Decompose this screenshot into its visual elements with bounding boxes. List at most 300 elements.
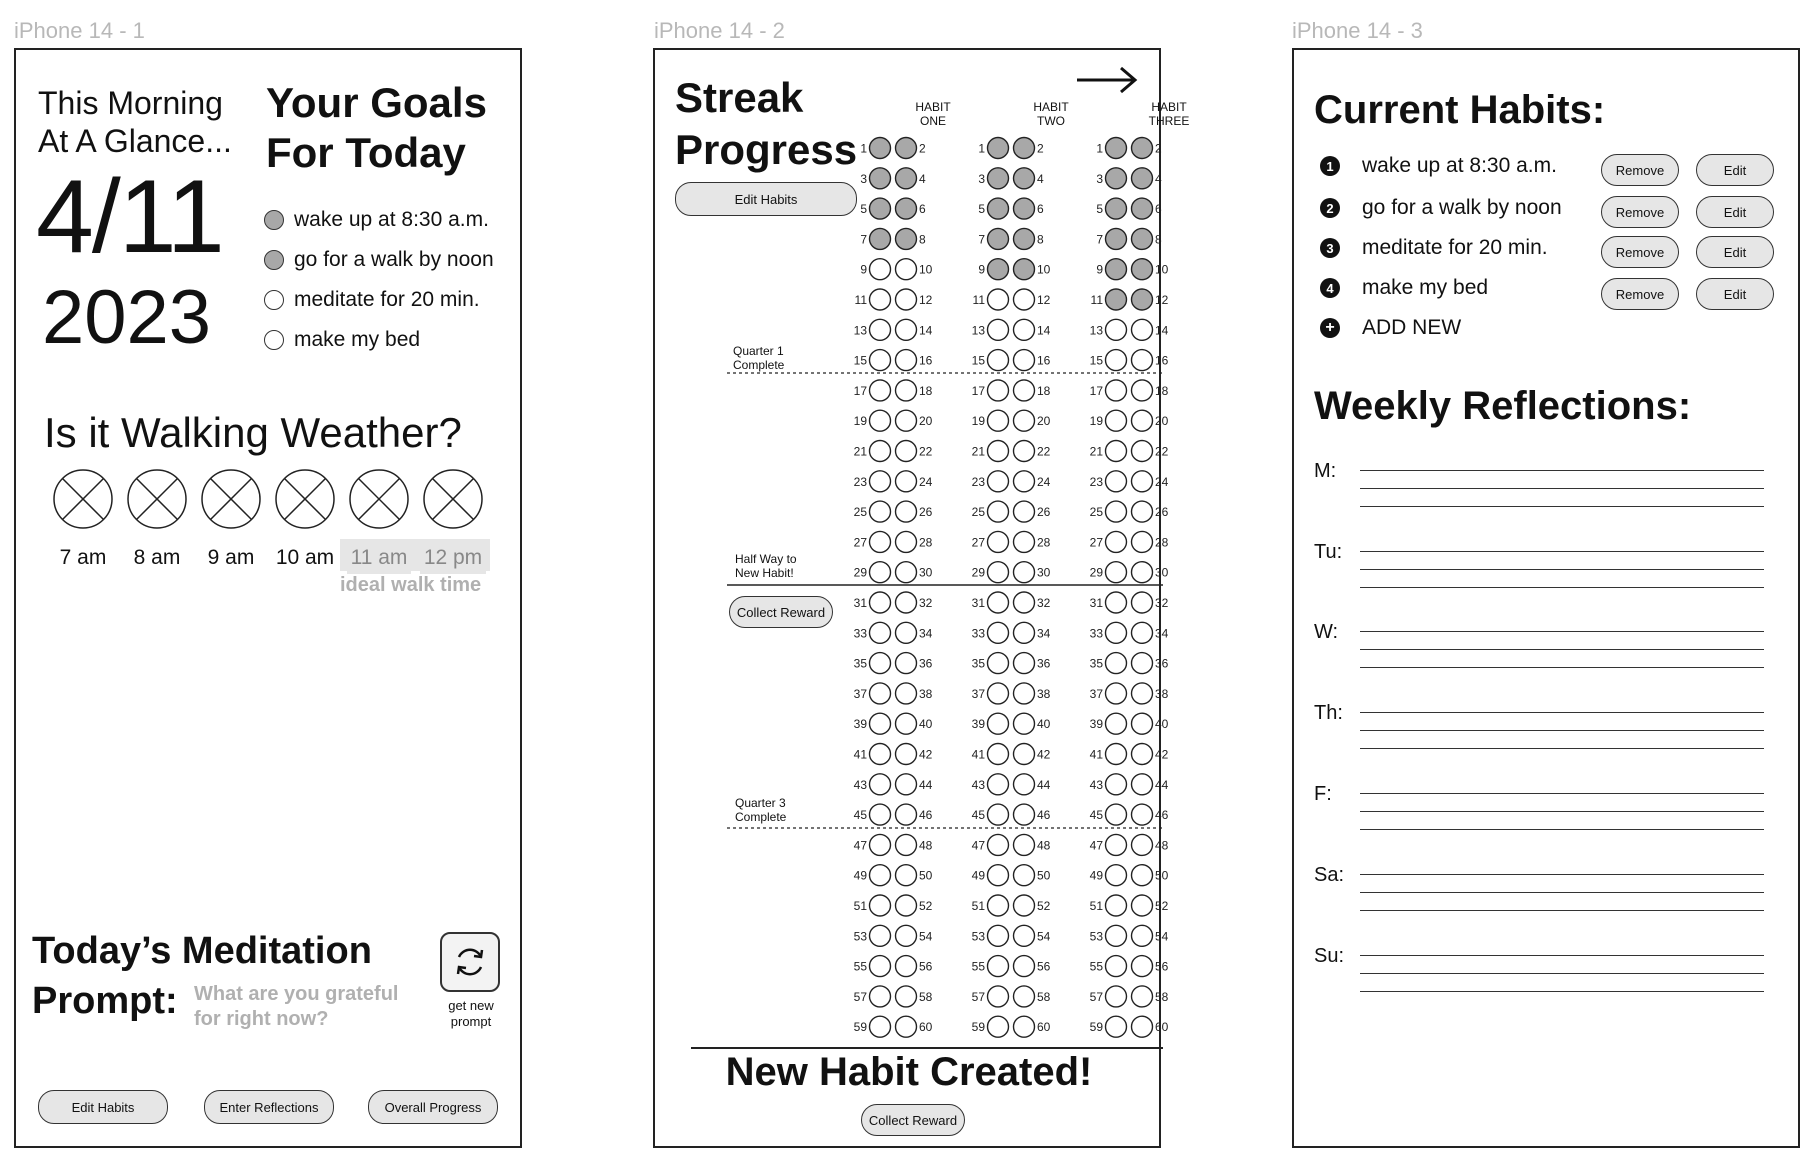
day-number: 35 <box>971 656 985 671</box>
streak-day-circle[interactable] <box>1014 319 1035 340</box>
streak-day-circle[interactable] <box>1106 622 1127 643</box>
streak-day-circle[interactable] <box>988 319 1009 340</box>
morning-line-2: At A Glance... <box>38 123 232 159</box>
day-number: 57 <box>1089 989 1103 1004</box>
streak-day-circle[interactable] <box>1014 289 1035 310</box>
streak-day-circle[interactable] <box>1014 986 1035 1007</box>
streak-day-circle[interactable] <box>870 289 891 310</box>
day-number: 40 <box>919 717 933 732</box>
streak-day-circle[interactable] <box>1132 441 1153 462</box>
streak-day-circle[interactable] <box>870 410 891 431</box>
streak-day-circle[interactable] <box>896 804 917 825</box>
streak-day-circle[interactable] <box>896 653 917 674</box>
streak-day-circle[interactable] <box>1132 198 1153 219</box>
streak-day-circle[interactable] <box>870 228 891 249</box>
streak-day-circle[interactable] <box>870 592 891 613</box>
streak-day-circle[interactable] <box>1106 350 1127 371</box>
reflection-line[interactable] <box>1360 874 1764 875</box>
streak-day-circle[interactable] <box>988 1016 1009 1037</box>
streak-day-circle[interactable] <box>1132 1016 1153 1037</box>
streak-day-circle[interactable] <box>870 956 891 977</box>
streak-day-circle[interactable] <box>1106 744 1127 765</box>
streak-day-circle[interactable] <box>896 289 917 310</box>
overall-progress-button[interactable]: Overall Progress <box>368 1090 498 1124</box>
reflection-line[interactable] <box>1360 730 1764 731</box>
day-number: 4 <box>1037 171 1044 186</box>
streak-day-circle[interactable] <box>1106 956 1127 977</box>
streak-day-circle[interactable] <box>1132 622 1153 643</box>
streak-day-circle[interactable] <box>1106 410 1127 431</box>
streak-day-circle[interactable] <box>1014 774 1035 795</box>
streak-day-circle[interactable] <box>1014 1016 1035 1037</box>
streak-day-circle[interactable] <box>988 471 1009 492</box>
streak-day-circle[interactable] <box>1132 138 1153 159</box>
streak-day-circle[interactable] <box>1132 956 1153 977</box>
frame-streak-progress <box>653 48 1190 1148</box>
streak-day-circle[interactable] <box>870 441 891 462</box>
streak-day-circle[interactable] <box>988 198 1009 219</box>
streak-day-circle[interactable] <box>870 986 891 1007</box>
streak-day-circle[interactable] <box>1132 713 1153 734</box>
streak-day-circle[interactable] <box>1106 501 1127 522</box>
edit-button[interactable]: Edit <box>1696 236 1774 268</box>
collect-reward-bottom-button[interactable]: Collect Reward <box>861 1104 965 1136</box>
streak-day-circle[interactable] <box>1106 804 1127 825</box>
streak-day-circle[interactable] <box>870 138 891 159</box>
day-number: 10 <box>1155 262 1169 277</box>
day-number: 46 <box>919 808 933 823</box>
day-number: 47 <box>1089 838 1103 853</box>
streak-day-circle[interactable] <box>896 380 917 401</box>
day-number: 57 <box>971 989 985 1004</box>
day-number: 22 <box>919 444 933 459</box>
streak-day-circle[interactable] <box>1106 138 1127 159</box>
streak-day-circle[interactable] <box>870 319 891 340</box>
goal-item[interactable] <box>264 280 494 320</box>
streak-day-circle[interactable] <box>1132 350 1153 371</box>
streak-day-circle[interactable] <box>988 380 1009 401</box>
day-number: 11 <box>854 293 867 307</box>
streak-day-circle[interactable] <box>896 259 917 280</box>
day-number: 3 <box>978 171 985 186</box>
edit-button[interactable]: Edit <box>1696 154 1774 186</box>
streak-day-circle[interactable] <box>1014 350 1035 371</box>
day-number: 43 <box>971 777 985 792</box>
day-number: 51 <box>1089 899 1103 913</box>
streak-day-circle[interactable] <box>896 865 917 886</box>
day-number: 25 <box>971 505 985 520</box>
day-number: 27 <box>853 535 867 550</box>
streak-day-circle[interactable] <box>870 713 891 734</box>
edit-habits-button[interactable]: Edit Habits <box>675 182 857 216</box>
streak-day-circle[interactable] <box>870 350 891 371</box>
streak-day-circle[interactable] <box>1106 531 1127 552</box>
streak-day-circle[interactable] <box>1106 683 1127 704</box>
goal-list <box>264 200 494 360</box>
day-number: 36 <box>1037 656 1051 671</box>
day-number: 20 <box>919 414 933 429</box>
day-number: 20 <box>1155 414 1169 429</box>
streak-day-circle[interactable] <box>870 562 891 583</box>
goal-checkbox[interactable] <box>264 250 284 270</box>
streak-day-circle[interactable] <box>988 259 1009 280</box>
weather-placeholder-icon <box>126 468 188 530</box>
streak-day-circle[interactable] <box>1106 319 1127 340</box>
streak-day-circle[interactable] <box>1014 531 1035 552</box>
reflection-line[interactable] <box>1360 488 1764 489</box>
streak-day-circle[interactable] <box>1132 259 1153 280</box>
reflection-line[interactable] <box>1360 551 1764 552</box>
streak-day-circle[interactable] <box>896 501 917 522</box>
streak-day-circle[interactable] <box>988 562 1009 583</box>
streak-day-circle[interactable] <box>988 683 1009 704</box>
goal-checkbox[interactable] <box>264 210 284 230</box>
streak-day-circle[interactable] <box>1106 228 1127 249</box>
day-number: 11 <box>972 293 985 307</box>
add-new-label: ADD NEW <box>1362 316 1462 339</box>
streak-day-circle[interactable] <box>1106 441 1127 462</box>
streak-day-circle[interactable] <box>870 925 891 946</box>
streak-day-circle[interactable] <box>870 653 891 674</box>
streak-day-circle[interactable] <box>1106 259 1127 280</box>
weather-slot <box>416 468 490 574</box>
streak-day-circle[interactable] <box>870 259 891 280</box>
streak-day-circle[interactable] <box>1132 380 1153 401</box>
streak-day-circle[interactable] <box>896 774 917 795</box>
streak-day-circle[interactable] <box>870 380 891 401</box>
goal-item[interactable] <box>264 240 494 280</box>
streak-day-circle[interactable] <box>896 350 917 371</box>
streak-day-circle[interactable] <box>896 198 917 219</box>
streak-day-circle[interactable] <box>988 441 1009 462</box>
day-number: 38 <box>1155 686 1169 701</box>
enter-reflections-button[interactable]: Enter Reflections <box>204 1090 334 1124</box>
streak-day-circle[interactable] <box>1132 895 1153 916</box>
goal-checkbox[interactable] <box>264 290 284 310</box>
streak-day-circle[interactable] <box>870 865 891 886</box>
reflection-line[interactable] <box>1360 955 1764 956</box>
streak-day-circle[interactable] <box>1106 471 1127 492</box>
streak-day-circle[interactable] <box>988 501 1009 522</box>
streak-day-circle[interactable] <box>1106 986 1127 1007</box>
habit-header-line-1: HABIT <box>1151 100 1187 114</box>
streak-day-circle[interactable] <box>1014 501 1035 522</box>
streak-day-circle[interactable] <box>870 531 891 552</box>
day-number: 39 <box>971 717 985 732</box>
streak-day-circle[interactable] <box>896 138 917 159</box>
streak-day-circle[interactable] <box>988 138 1009 159</box>
streak-day-circle[interactable] <box>896 683 917 704</box>
remove-button[interactable]: Remove <box>1601 154 1679 186</box>
streak-day-circle[interactable] <box>988 289 1009 310</box>
streak-day-circle[interactable] <box>988 410 1009 431</box>
streak-day-circle[interactable] <box>1014 168 1035 189</box>
day-number: 43 <box>1089 777 1103 792</box>
streak-day-circle[interactable] <box>1014 804 1035 825</box>
streak-day-circle[interactable] <box>870 501 891 522</box>
streak-day-circle[interactable] <box>870 198 891 219</box>
streak-day-circle[interactable] <box>988 168 1009 189</box>
streak-day-circle[interactable] <box>1132 865 1153 886</box>
streak-day-circle[interactable] <box>896 441 917 462</box>
reflection-line[interactable] <box>1360 829 1764 830</box>
streak-day-circle[interactable] <box>1106 925 1127 946</box>
streak-day-circle[interactable] <box>988 744 1009 765</box>
reflection-line[interactable] <box>1360 470 1764 471</box>
reflection-line[interactable] <box>1360 631 1764 632</box>
streak-day-circle[interactable] <box>1132 834 1153 855</box>
streak-day-circle[interactable] <box>1014 956 1035 977</box>
habit-label: make my bed <box>1362 276 1489 299</box>
day-number: 12 <box>919 293 933 307</box>
day-label-sun: Su: <box>1314 945 1345 967</box>
streak-day-circle[interactable] <box>1014 592 1035 613</box>
streak-day-circle[interactable] <box>1014 895 1035 916</box>
streak-day-circle[interactable] <box>896 562 917 583</box>
streak-day-circle[interactable] <box>1106 592 1127 613</box>
streak-day-circle[interactable] <box>896 531 917 552</box>
streak-day-circle[interactable] <box>870 622 891 643</box>
refresh-icon <box>451 943 489 981</box>
streak-day-circle[interactable] <box>1014 744 1035 765</box>
streak-day-circle[interactable] <box>1014 228 1035 249</box>
streak-day-circle[interactable] <box>870 895 891 916</box>
streak-day-circle[interactable] <box>1106 289 1127 310</box>
day-number: 18 <box>919 383 933 398</box>
streak-day-circle[interactable] <box>988 653 1009 674</box>
streak-day-circle[interactable] <box>1014 410 1035 431</box>
streak-day-circle[interactable] <box>896 168 917 189</box>
day-number: 17 <box>853 383 867 398</box>
day-number: 6 <box>1155 202 1162 217</box>
goal-checkbox[interactable] <box>264 330 284 350</box>
reflection-line[interactable] <box>1360 649 1764 650</box>
streak-day-circle[interactable] <box>988 531 1009 552</box>
streak-day-circle[interactable] <box>896 228 917 249</box>
day-number: 39 <box>1089 717 1103 732</box>
streak-day-circle[interactable] <box>1132 471 1153 492</box>
streak-day-circle[interactable] <box>1014 138 1035 159</box>
streak-day-circle[interactable] <box>1132 774 1153 795</box>
day-number: 38 <box>1037 686 1051 701</box>
streak-day-circle[interactable] <box>870 683 891 704</box>
habit-label: go for a walk by noon <box>1362 196 1562 219</box>
day-number: 44 <box>1155 777 1169 792</box>
streak-day-circle[interactable] <box>988 895 1009 916</box>
habit-number-badge: 1 <box>1320 156 1340 176</box>
reflection-line[interactable] <box>1360 973 1764 974</box>
day-label-wed: W: <box>1314 621 1339 643</box>
reflection-line[interactable] <box>1360 811 1764 812</box>
day-number: 50 <box>1037 868 1051 883</box>
edit-button[interactable]: Edit <box>1696 196 1774 228</box>
streak-day-circle[interactable] <box>1106 562 1127 583</box>
streak-day-circle[interactable] <box>1014 471 1035 492</box>
day-number: 12 <box>1155 293 1169 307</box>
streak-day-circle[interactable] <box>1014 198 1035 219</box>
habit-header-line-1: HABIT <box>915 100 951 114</box>
streak-day-circle[interactable] <box>1132 168 1153 189</box>
streak-day-circle[interactable] <box>896 834 917 855</box>
streak-day-circle[interactable] <box>1014 683 1035 704</box>
streak-day-circle[interactable] <box>896 744 917 765</box>
day-number: 54 <box>919 929 933 944</box>
day-number: 24 <box>919 474 933 489</box>
day-number: 36 <box>919 656 933 671</box>
goal-item[interactable] <box>264 200 494 240</box>
streak-day-circle[interactable] <box>1014 865 1035 886</box>
streak-day-circle[interactable] <box>1132 562 1153 583</box>
streak-day-circle[interactable] <box>988 350 1009 371</box>
streak-day-circle[interactable] <box>1106 380 1127 401</box>
streak-day-circle[interactable] <box>988 986 1009 1007</box>
streak-day-circle[interactable] <box>1132 289 1153 310</box>
day-number: 39 <box>853 717 867 732</box>
streak-day-circle[interactable] <box>1014 653 1035 674</box>
habit-row <box>1320 196 1562 220</box>
habit-row <box>1320 154 1557 178</box>
day-number: 3 <box>1096 171 1103 186</box>
streak-day-circle[interactable] <box>896 895 917 916</box>
streak-day-circle[interactable] <box>1132 683 1153 704</box>
streak-day-circle[interactable] <box>1106 895 1127 916</box>
goals-title <box>266 78 487 178</box>
streak-day-circle[interactable] <box>1132 925 1153 946</box>
milestone-line-2: New Habit! <box>735 566 794 580</box>
streak-day-circle[interactable] <box>1132 653 1153 674</box>
streak-day-circle[interactable] <box>1106 774 1127 795</box>
streak-day-circle[interactable] <box>1014 562 1035 583</box>
day-number: 10 <box>1037 262 1051 277</box>
streak-day-circle[interactable] <box>896 956 917 977</box>
day-number: 7 <box>860 232 867 247</box>
goal-item[interactable] <box>264 320 494 360</box>
reflection-line[interactable] <box>1360 569 1764 570</box>
day-number: 26 <box>1037 505 1051 520</box>
weather-time-label: 7 am <box>59 546 107 569</box>
streak-day-circle[interactable] <box>1132 804 1153 825</box>
streak-day-circle[interactable] <box>1132 744 1153 765</box>
day-number: 47 <box>853 838 867 853</box>
reflection-line[interactable] <box>1360 748 1764 749</box>
reflection-line[interactable] <box>1360 712 1764 713</box>
streak-day-circle[interactable] <box>988 925 1009 946</box>
streak-day-circle[interactable] <box>870 804 891 825</box>
streak-day-circle[interactable] <box>988 592 1009 613</box>
reflection-line[interactable] <box>1360 793 1764 794</box>
streak-day-circle[interactable] <box>896 471 917 492</box>
streak-day-circle[interactable] <box>1014 380 1035 401</box>
remove-button[interactable]: Remove <box>1601 196 1679 228</box>
streak-day-circle[interactable] <box>1132 501 1153 522</box>
streak-day-circle[interactable] <box>1014 259 1035 280</box>
reflection-line[interactable] <box>1360 587 1764 588</box>
streak-day-circle[interactable] <box>896 986 917 1007</box>
reflection-line[interactable] <box>1360 892 1764 893</box>
streak-day-circle[interactable] <box>988 834 1009 855</box>
streak-day-circle[interactable] <box>1132 986 1153 1007</box>
reflection-line[interactable] <box>1360 910 1764 911</box>
streak-day-circle[interactable] <box>1132 319 1153 340</box>
habit-number-badge: 4 <box>1320 278 1340 298</box>
add-new-habit[interactable] <box>1320 316 1461 340</box>
streak-day-circle[interactable] <box>1106 1016 1127 1037</box>
streak-day-circle[interactable] <box>1106 713 1127 734</box>
streak-day-circle[interactable] <box>1132 228 1153 249</box>
streak-day-circle[interactable] <box>870 1016 891 1037</box>
edit-habits-button[interactable]: Edit Habits <box>38 1090 168 1124</box>
streak-day-circle[interactable] <box>896 713 917 734</box>
streak-day-circle[interactable] <box>1106 198 1127 219</box>
current-habits-title: Current Habits: <box>1314 88 1606 132</box>
remove-button[interactable]: Remove <box>1601 236 1679 268</box>
streak-day-circle[interactable] <box>1106 834 1127 855</box>
weather-time-label: 10 am <box>275 546 335 569</box>
streak-day-circle[interactable] <box>988 713 1009 734</box>
streak-day-circle[interactable] <box>988 774 1009 795</box>
day-number: 29 <box>971 565 985 580</box>
streak-day-circle[interactable] <box>1132 592 1153 613</box>
streak-day-circle[interactable] <box>896 592 917 613</box>
day-number: 44 <box>1037 777 1051 792</box>
streak-day-circle[interactable] <box>896 622 917 643</box>
day-number: 11 <box>1090 293 1103 307</box>
streak-day-circle[interactable] <box>896 1016 917 1037</box>
day-number: 21 <box>971 444 985 459</box>
streak-day-circle[interactable] <box>870 834 891 855</box>
streak-day-circle[interactable] <box>896 319 917 340</box>
day-number: 41 <box>1089 747 1103 762</box>
day-number: 55 <box>853 959 867 974</box>
streak-day-circle[interactable] <box>988 804 1009 825</box>
streak-day-circle[interactable] <box>1106 168 1127 189</box>
streak-day-circle[interactable] <box>1106 865 1127 886</box>
reflection-line[interactable] <box>1360 667 1764 668</box>
streak-day-circle[interactable] <box>1014 441 1035 462</box>
streak-day-circle[interactable] <box>988 622 1009 643</box>
streak-day-circle[interactable] <box>1014 925 1035 946</box>
day-number: 45 <box>971 808 985 823</box>
streak-day-circle[interactable] <box>1014 713 1035 734</box>
meditation-title-line-1: Today’s Meditation <box>32 930 372 972</box>
collect-reward-button[interactable]: Collect Reward <box>729 596 833 628</box>
streak-day-circle[interactable] <box>988 865 1009 886</box>
streak-day-circle[interactable] <box>870 744 891 765</box>
streak-day-circle[interactable] <box>870 168 891 189</box>
day-number: 33 <box>971 626 985 641</box>
streak-day-circle[interactable] <box>1014 834 1035 855</box>
streak-day-circle[interactable] <box>1132 531 1153 552</box>
streak-day-circle[interactable] <box>988 956 1009 977</box>
streak-day-circle[interactable] <box>988 228 1009 249</box>
edit-button[interactable]: Edit <box>1696 278 1774 310</box>
day-number: 24 <box>1037 474 1051 489</box>
streak-day-circle[interactable] <box>870 471 891 492</box>
streak-day-circle[interactable] <box>1132 410 1153 431</box>
streak-day-circle[interactable] <box>1106 653 1127 674</box>
reflection-line[interactable] <box>1360 506 1764 507</box>
day-number: 30 <box>1037 565 1051 580</box>
streak-day-circle[interactable] <box>1014 622 1035 643</box>
reflection-line[interactable] <box>1360 991 1764 992</box>
day-number: 1 <box>860 141 867 156</box>
streak-day-circle[interactable] <box>896 925 917 946</box>
get-new-prompt-button[interactable] <box>440 932 500 992</box>
streak-day-circle[interactable] <box>896 410 917 431</box>
remove-button[interactable]: Remove <box>1601 278 1679 310</box>
streak-day-circle[interactable] <box>870 774 891 795</box>
day-number: 28 <box>1155 535 1169 550</box>
